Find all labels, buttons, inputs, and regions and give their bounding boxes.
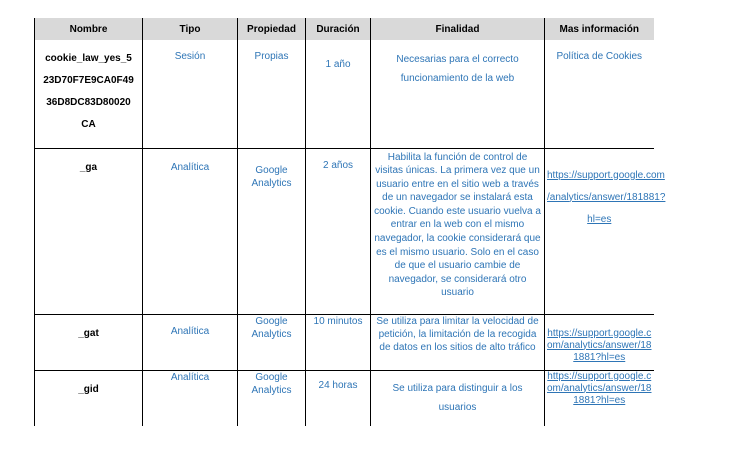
header-tipo: Tipo bbox=[143, 18, 238, 40]
cell-tipo: Analítica bbox=[143, 148, 238, 314]
cell-finalidad bbox=[371, 370, 545, 426]
analytics-link[interactable]: https://support.google.com bbox=[547, 169, 665, 181]
nombre-line: 36D8DC83D80020 bbox=[46, 97, 131, 108]
analytics-link[interactable]: https://support.google.com/analytics/answer/181881?hl=es bbox=[547, 327, 652, 363]
cell-tipo: Analítica bbox=[143, 370, 238, 426]
cell-duracion: 2 años bbox=[306, 148, 371, 314]
cell-propiedad: Google Analytics bbox=[238, 148, 306, 314]
cell-duracion: 24 horas bbox=[306, 370, 371, 426]
header-mas-informacion: Mas información bbox=[545, 18, 654, 40]
table-row bbox=[35, 370, 654, 426]
cell-nombre: _gid bbox=[35, 370, 143, 426]
finalidad-line: Se utiliza para distinguir a los bbox=[392, 382, 523, 394]
cell-mas-informacion bbox=[545, 370, 654, 426]
cell-mas-informacion bbox=[545, 40, 654, 148]
nombre-line: CA bbox=[81, 119, 96, 130]
cell-nombre: _ga bbox=[35, 148, 143, 314]
cell-nombre: _gat bbox=[35, 314, 143, 370]
cell-finalidad: Se utiliza para limitar la velocidad de petición, la limitación de la recogida de datos en los sitios de alto tráfico bbox=[371, 314, 545, 370]
cell-tipo: Analítica bbox=[143, 314, 238, 370]
cell-mas-informacion bbox=[545, 314, 654, 370]
table-row bbox=[35, 314, 654, 370]
cell-propiedad: Propias bbox=[238, 40, 306, 148]
table-row bbox=[35, 40, 654, 148]
cookies-policy-link[interactable]: Política de Cookies bbox=[556, 51, 643, 62]
cookies-table bbox=[34, 18, 666, 426]
header-row bbox=[35, 18, 654, 40]
cell-tipo: Sesión bbox=[143, 40, 238, 148]
finalidad-line: funcionamiento de la web bbox=[400, 73, 515, 84]
header-nombre: Nombre bbox=[35, 18, 143, 40]
cell-propiedad: Google Analytics bbox=[238, 314, 306, 370]
nombre-line: cookie_law_yes_5 bbox=[45, 53, 132, 64]
header-finalidad: Finalidad bbox=[371, 18, 545, 40]
cell-duracion: 1 año bbox=[306, 40, 371, 148]
cell-propiedad: Google Analytics bbox=[238, 370, 306, 426]
nombre-line: 23D70F7E9CA0F49 bbox=[43, 75, 134, 86]
analytics-link[interactable]: hl=es bbox=[587, 213, 612, 225]
cell-mas-informacion bbox=[545, 148, 666, 314]
finalidad-line: usuarios bbox=[438, 401, 477, 413]
table-row bbox=[35, 148, 654, 314]
cell-duracion: 10 minutos bbox=[306, 314, 371, 370]
finalidad-line: Necesarias para el correcto bbox=[396, 54, 519, 65]
header-propiedad: Propiedad bbox=[238, 18, 306, 40]
analytics-link[interactable]: https://support.google.com/analytics/answer/181881?hl=es bbox=[547, 370, 652, 406]
cell-finalidad bbox=[371, 40, 545, 148]
cell-finalidad: Habilita la función de control de visitas únicas. La primera vez que un usuario entre en el sitio web a través de un navegador se instalará esta cookie. Cuando este usuario vuelva a entrar en la web con el mismo navegador, la cookie considerará que es el mismo usuario. Solo en el caso de que el usuario cambie de navegador, se considerará otro usuario bbox=[371, 148, 545, 314]
analytics-link[interactable]: /analytics/answer/181881? bbox=[547, 191, 666, 203]
header-duracion: Duración bbox=[306, 18, 371, 40]
cell-nombre bbox=[35, 40, 143, 148]
